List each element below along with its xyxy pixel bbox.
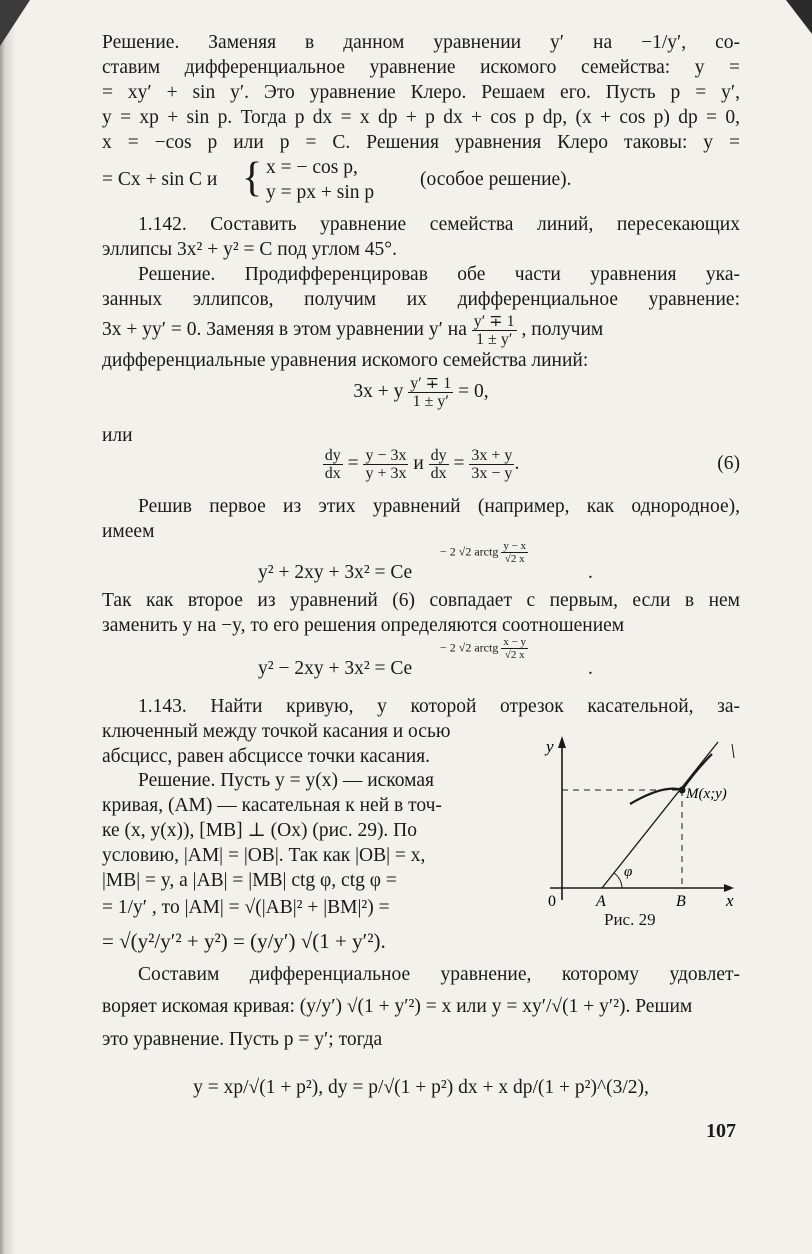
text-line: Решение. Заменяя в данном уравнении y′ на −1/y′, со-: [102, 32, 740, 53]
text-line: |MB| = y, а |AB| = |MB| ctg φ, ctg φ =: [102, 870, 397, 891]
exp-text: − 2 √2 arctg: [440, 640, 499, 655]
equation-block: [102, 540, 740, 584]
numerator: dy: [324, 447, 341, 465]
system-line: [102, 155, 740, 205]
numerator: y − 3x: [365, 447, 407, 465]
brace: {: [242, 155, 263, 201]
text-line: заменить y на −y, то его решения определяются соотношением: [102, 615, 625, 636]
x-axis-label: x: [726, 891, 734, 910]
eq-base: y² + 2xy + 3x² = Ce: [258, 562, 413, 583]
eq-dot: .: [588, 562, 593, 583]
text-line: y = xp + sin p. Тогда p dx = x dp + p dx + cos p dp, (x + cos p) dp = 0,: [102, 107, 740, 128]
text-line: ке (x, y(x)), [MB] ⊥ (Ox) (рис. 29). По: [102, 820, 418, 841]
exp-text: − 2 √2 arctg: [440, 544, 499, 559]
page-binding-shadow: [0, 0, 16, 1254]
point-m-label: M(x;y): [686, 786, 727, 802]
numerator: dy: [430, 447, 447, 465]
text-line: дифференциальные уравнения искомого семейства линий:: [102, 350, 589, 371]
eq-dot: .: [588, 658, 593, 679]
fraction: [469, 447, 514, 482]
solution-1141: [102, 30, 740, 205]
y-axis-arrow: [558, 736, 566, 748]
text-line: эллипсы 3x² + y² = C под углом 45°.: [102, 239, 397, 260]
angle-phi-label: φ: [624, 864, 633, 880]
text-block: [102, 588, 740, 638]
denominator: y + 3x: [365, 465, 407, 483]
denominator: √2 x: [504, 553, 525, 565]
fraction: [429, 447, 449, 482]
text-block: [102, 962, 740, 1052]
solution-1142: [102, 262, 740, 373]
tangent-line: [602, 742, 718, 888]
scan-corner-artifact: [786, 0, 812, 34]
page-number: 107: [706, 1120, 736, 1142]
text-line: ключенный между точкой касания и осью: [102, 721, 451, 742]
numerator: y′ ∓ 1: [410, 375, 452, 393]
text-line: Решение. Пусть y = y(x) — искомая: [138, 770, 434, 791]
origin-label: 0: [548, 893, 556, 910]
text-line: 1.143. Найти кривую, у которой отрезок касательной, за-: [138, 696, 740, 717]
numerator: 3x + y: [471, 447, 513, 465]
numerator: x − y: [503, 636, 527, 648]
fraction: [501, 540, 528, 565]
text-line: абсцисс, равен абсциссе точки касания.: [102, 746, 431, 767]
fraction: [323, 447, 343, 482]
denominator: dx: [324, 465, 341, 483]
system-eq-2: y = px + sin p: [266, 182, 375, 203]
denominator: 1 ± y′: [476, 331, 513, 349]
text-line: Решение. Продифференцировав обе части уравнения ука-: [138, 264, 740, 285]
equation-number: (6): [717, 453, 740, 474]
eq-exponent: [440, 540, 528, 565]
text-span: , получим: [521, 319, 604, 340]
equation-block: [102, 636, 740, 680]
text-line: = Cx + sin C и: [102, 169, 218, 190]
point-a-label: A: [596, 893, 606, 910]
equation-block: [102, 370, 740, 414]
text-block: [102, 494, 740, 544]
text-line: (особое решение).: [420, 169, 572, 190]
fraction: [363, 447, 408, 482]
denominator: dx: [430, 465, 447, 483]
text-line: воряет искомая кривая: (y/y′) √(1 + y′²) = x или y = xy′/√(1 + y′²). Решим: [102, 996, 693, 1017]
text-line: Составим дифференциальное уравнение, которому удовлет-: [138, 964, 740, 985]
text-line: Так как второе из уравнений (6) совпадает с первым, если в нем: [102, 590, 740, 611]
fraction: [472, 313, 517, 348]
text-line: = xy′ + sin y′. Это уравнение Клеро. Решаем его. Пусть p = y′,: [102, 82, 740, 103]
text-span: 3x + yy′ = 0. Заменяя в этом уравнении y′ на: [102, 319, 467, 340]
denominator: 1 ± y′: [412, 393, 449, 411]
fraction: [408, 375, 453, 410]
denominator: √2 x: [504, 649, 525, 661]
text-line: условию, |AM| = |OB|. Так как |OB| = x,: [102, 845, 426, 866]
text-line: = √(y²/y′² + y²) = (y/y′) √(1 + y′²).: [102, 929, 386, 953]
text-line: кривая, (AM) — касательная к ней в точ-: [102, 795, 442, 816]
text-line: x = −cos p или p = C. Решения уравнения Клеро таковы: y =: [102, 132, 740, 153]
numerator: y − x: [503, 540, 527, 552]
eq-part: и: [413, 453, 424, 474]
text-line: занных эллипсов, получим их дифференциальное уравнение:: [102, 289, 740, 310]
y-axis-label: y: [546, 737, 554, 756]
angle-arc: [614, 873, 622, 888]
eq-part: y = xp/√(1 + p²), dy = p/√(1 + p²) dx + x dp/(1 + p²)^(3/2),: [193, 1077, 649, 1098]
text-line: или: [102, 425, 133, 446]
fraction: [501, 636, 528, 661]
text-line: это уравнение. Пусть p = y′; тогда: [102, 1029, 383, 1050]
eq-part: 3x + y: [353, 381, 404, 402]
figure-caption: Рис. 29: [604, 910, 656, 929]
edge-mark: [732, 744, 734, 758]
numerator: y′ ∓ 1: [473, 313, 515, 331]
text-line: [102, 312, 740, 348]
text-line: = 1/y′ , то |AM| = √(|AB|² + |BM|²) =: [102, 897, 390, 918]
text-line: 1.142. Составить уравнение семейства линий, пересекающих: [138, 214, 740, 235]
eq-base: y² − 2xy + 3x² = Ce: [258, 658, 413, 679]
system-eq-1: x = − cos p,: [266, 157, 358, 178]
equation-6: $\frac{dy}{dx}$ = $\frac{y - 3x}{y + 3x}$ и $\frac{dy}{dx}$ = $\frac{3x + y}{3x - y}$ . (6): [102, 442, 740, 486]
text-line: имеем: [102, 521, 155, 542]
problem-1142: [102, 212, 740, 262]
eq-part: = 0,: [458, 381, 489, 402]
point-m: [679, 787, 686, 794]
scan-corner-artifact: [0, 0, 30, 46]
eq-exponent: [440, 636, 528, 661]
figure-29: [544, 734, 740, 930]
equation-block: [102, 1068, 740, 1108]
denominator: 3x − y: [471, 465, 513, 483]
text-line: Решив первое из этих уравнений (например, как однородное),: [138, 496, 740, 517]
point-b-label: B: [676, 893, 686, 910]
text-line: ставим дифференциальное уравнение искомого семейства: y =: [102, 57, 740, 78]
solution-1143: [102, 768, 532, 959]
